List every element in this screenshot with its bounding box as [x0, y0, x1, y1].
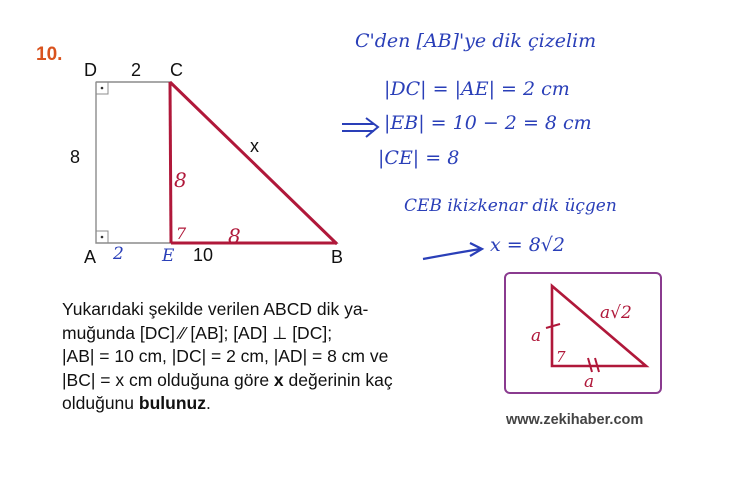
hand-right-angle: 7: [176, 224, 187, 243]
q5-a: olduğunu: [62, 393, 139, 413]
vertex-d: D: [84, 60, 97, 80]
q4-bold: x: [273, 369, 284, 390]
right-angle-a-dot: [101, 236, 104, 239]
inset-bottom-label: a: [584, 372, 595, 392]
solution-line-1: C'den [AB]'ye dik çizelim: [355, 30, 597, 52]
inset-hyp-label: a√2: [600, 303, 632, 323]
label-bc: x: [250, 136, 259, 156]
arrow-1: [342, 118, 378, 137]
question-number: 10.: [36, 44, 63, 65]
solution-line-6: x = 8√2: [490, 234, 565, 256]
hand-ae: 2: [113, 244, 124, 264]
solution-line-2: |DC| = |AE| = 2 cm: [384, 78, 570, 100]
red-height-ce: [170, 82, 171, 243]
hand-vertex-e: E: [162, 246, 175, 266]
website-url: www.zekihaber.com: [506, 412, 644, 428]
q5-bold: bulunuz: [138, 393, 206, 413]
inset-triangle-path: [552, 286, 646, 366]
label-ad: 8: [70, 147, 81, 167]
right-angle-d-dot: [101, 87, 104, 90]
red-hypotenuse-cb: [170, 82, 337, 244]
label-eb: 10: [193, 245, 214, 265]
solution-line-4: |CE| = 8: [378, 147, 460, 169]
hand-eb: 8: [228, 224, 241, 248]
hand-ce: 8: [174, 168, 187, 192]
question-line-1: Yukarıdaki şekilde verilen ABCD dik ya-: [62, 299, 369, 319]
inset-triangle: [504, 272, 662, 394]
vertex-c: C: [170, 60, 183, 80]
q4-a: |BC| = x cm olduğuna göre: [62, 369, 274, 390]
question-line-2: muğunda [DC] ∕∕ [AB]; [AD] ⊥ [DC];: [62, 322, 333, 343]
solution-line-5: CEB ikizkenar dik üçgen: [404, 196, 617, 216]
label-dc: 2: [131, 60, 142, 80]
inset-left-label: a: [531, 326, 542, 346]
vertex-b: B: [331, 247, 344, 267]
question-text: [62, 298, 502, 416]
q5-b: .: [205, 393, 211, 413]
arrow-2: [423, 243, 482, 259]
question-line-5: [62, 392, 502, 416]
question-line-3: |AB| = 10 cm, |DC| = 2 cm, |AD| = 8 cm ve: [62, 346, 389, 366]
question-line-4: [62, 369, 502, 393]
trapezoid-outline: [96, 82, 337, 243]
q4-b: değerinin kaç: [283, 369, 393, 390]
solution-line-3: |EB| = 10 − 2 = 8 cm: [384, 112, 592, 134]
inset-angle-mark: 7: [556, 348, 566, 366]
vertex-a: A: [84, 247, 97, 267]
